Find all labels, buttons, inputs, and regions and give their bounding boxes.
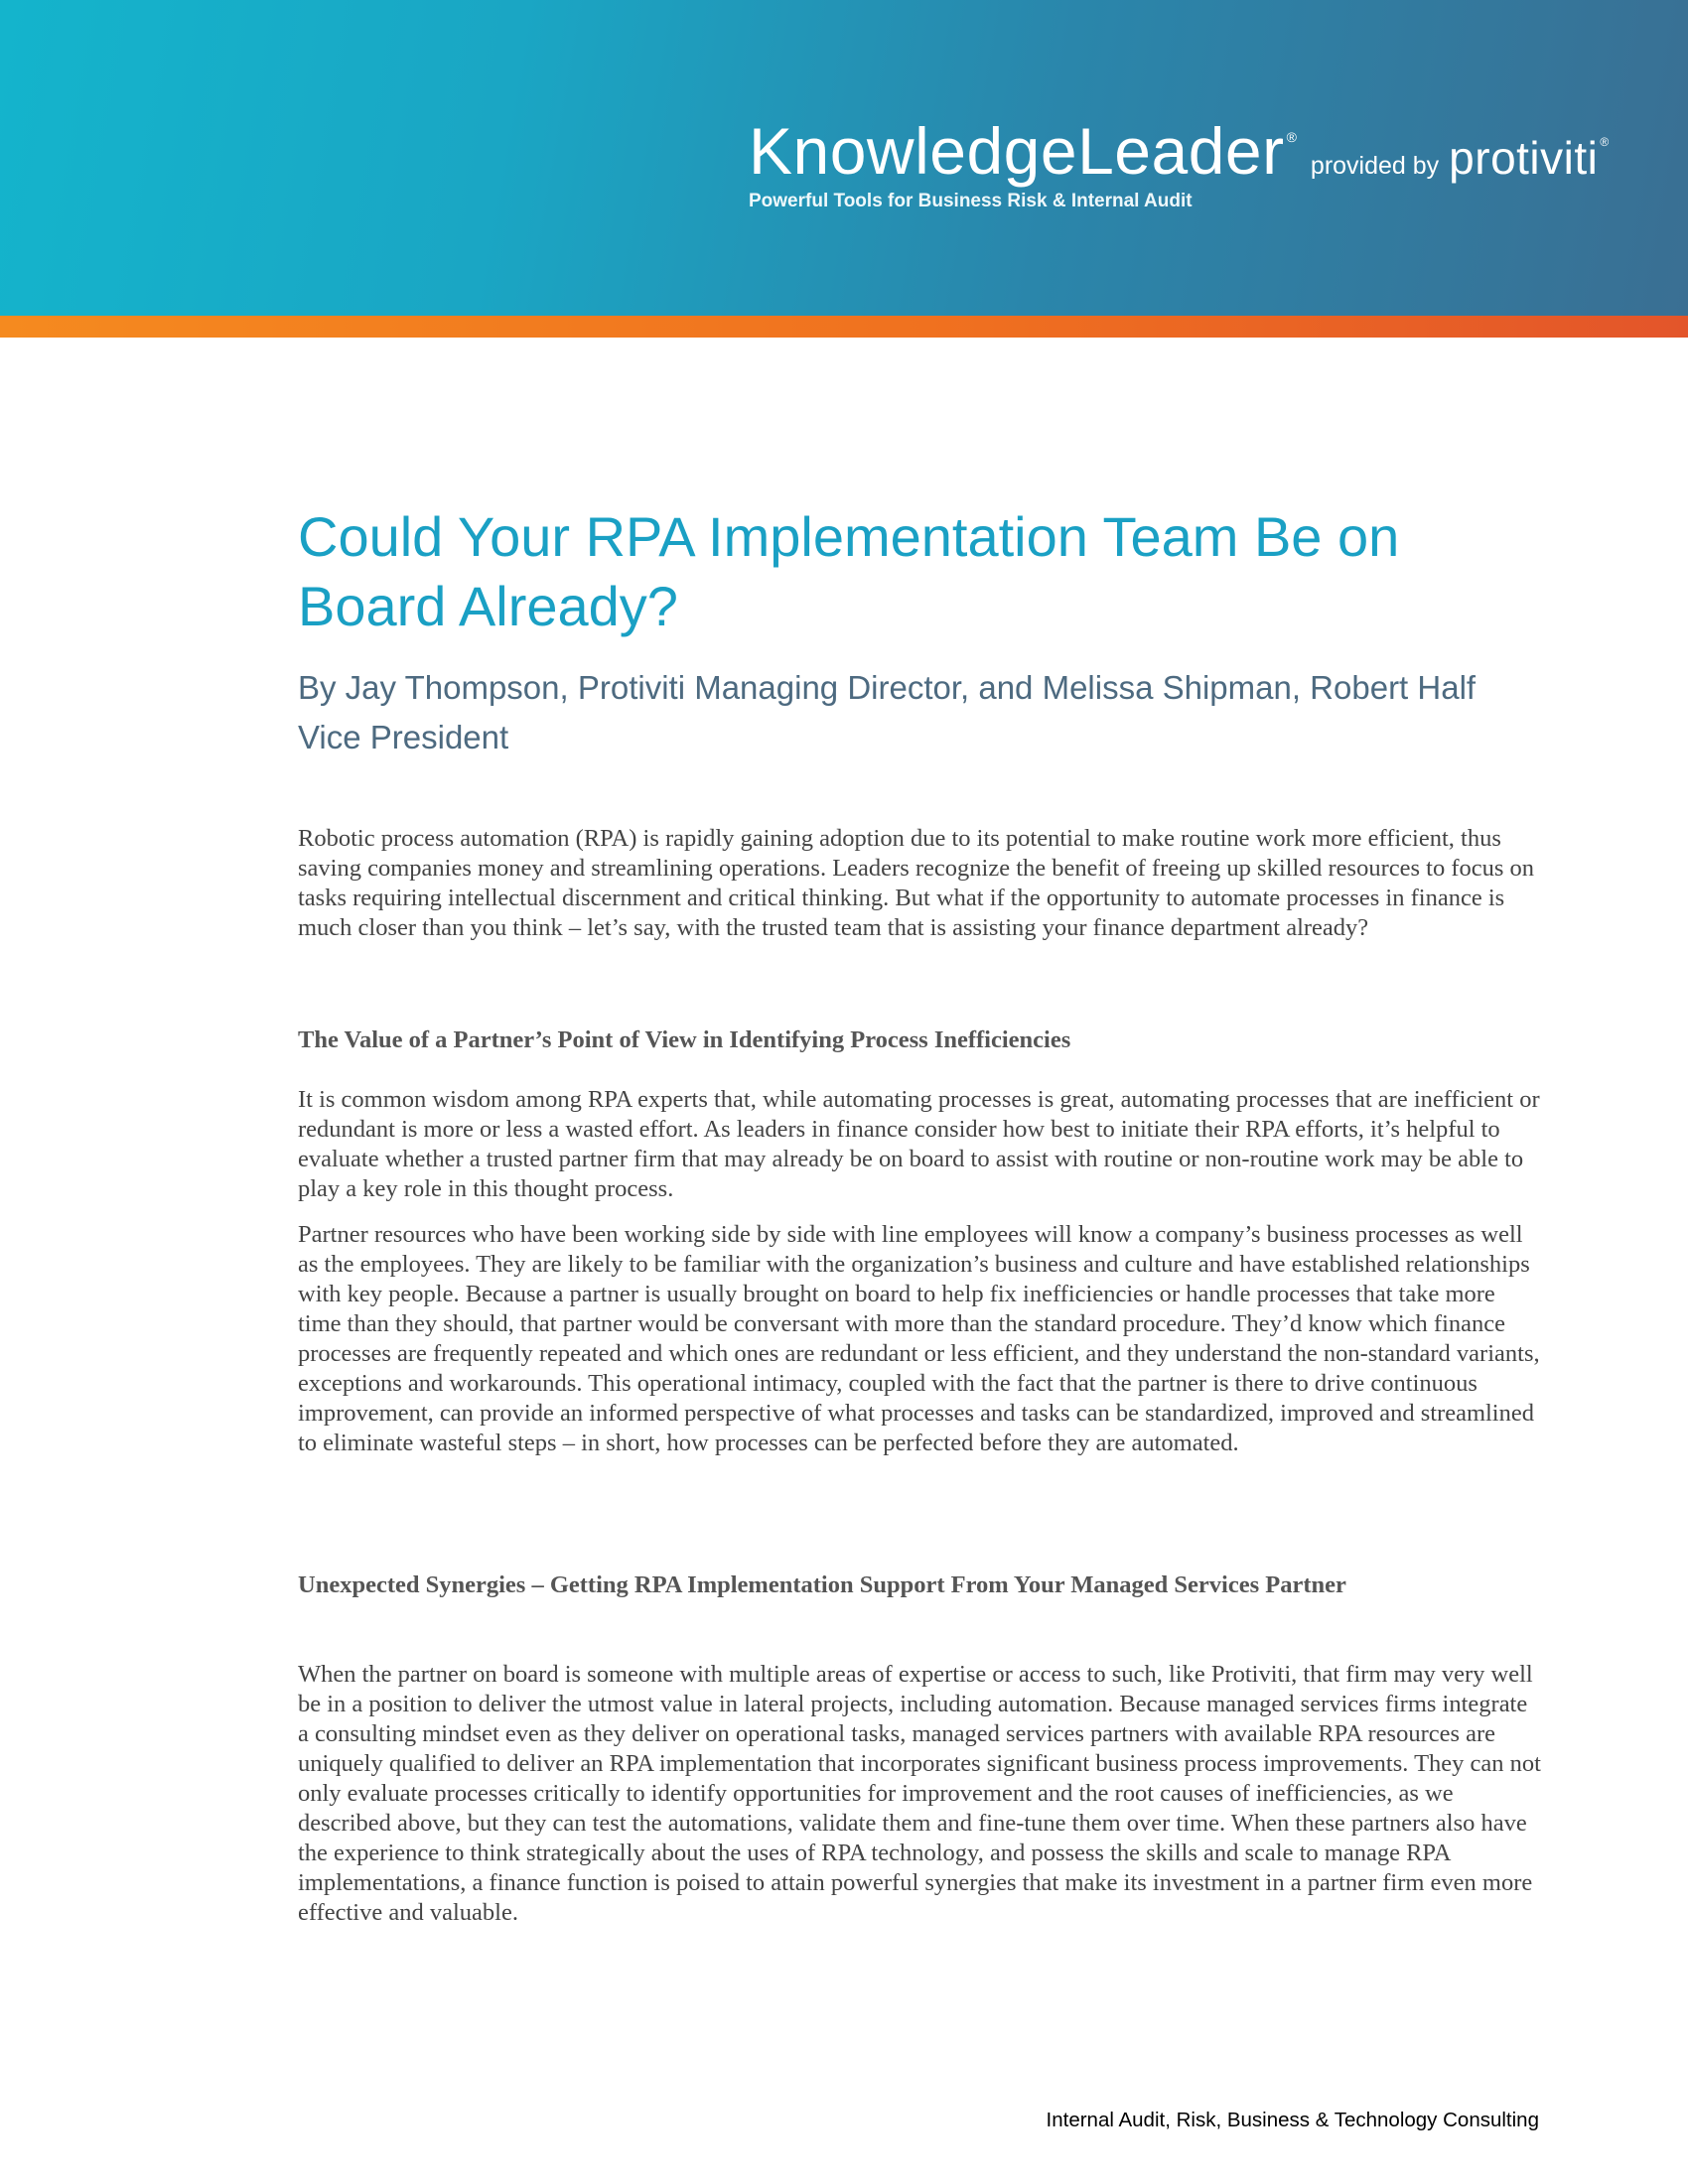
article-title: Could Your RPA Implementation Team Be on Board Already? bbox=[298, 505, 1400, 637]
brand-name: KnowledgeLeader bbox=[749, 114, 1285, 188]
header-banner bbox=[0, 0, 1688, 316]
brand-registered-mark: ® bbox=[1286, 129, 1297, 145]
company-registered-mark: ® bbox=[1600, 135, 1610, 149]
provided-by-label: provided by bbox=[1310, 152, 1440, 180]
brand-tagline: Powerful Tools for Business Risk & Internal Audit bbox=[749, 191, 1193, 211]
company-name: protiviti bbox=[1449, 132, 1599, 184]
section-paragraph: It is common wisdom among RPA experts that, while automating processes is great, automating processes that are inefficient or redundant is more or less a wasted effort. As leaders in finance consider how best to initiate their RPA efforts, it’s helpful to evaluate whether a trusted partner firm that may already be on board to assist with routine or non-routine work may be able to play a key role in this thought process. bbox=[298, 1086, 1540, 1202]
brand-logo bbox=[749, 111, 1609, 191]
intro-paragraph: Robotic process automation (RPA) is rapidly gaining adoption due to its potential to make routine work more efficient, thus saving companies money and streamlining operations. Leaders recognize the benefit of freeing up skilled resources to focus on tasks requiring intellectual discernment and critical thinking. But what if the opportunity to automate processes in finance is much closer than you think – let’s say, with the trusted team that is assisting your finance department already? bbox=[298, 825, 1535, 941]
page-footer: Internal Audit, Risk, Business & Technology Consulting bbox=[1046, 2109, 1539, 2131]
header-accent-stripe bbox=[0, 316, 1688, 338]
section-heading: Unexpected Synergies – Getting RPA Implementation Support From Your Managed Services Partner bbox=[298, 1571, 1346, 1598]
section-paragraph: Partner resources who have been working side by side with line employees will know a company’s business processes as well as the employees. They are likely to be familiar with the organization’s business and culture and have established relationships with key people. Because a partner is usually brought on board to help fix inefficiencies or handle processes that take more time than they should, that partner would be conversant with more than the standard procedure. They’d know which finance processes are frequently repeated and which ones are redundant or less efficient, and they understand the non-standard variants, exceptions and workarounds. This operational intimacy, coupled with the fact that the partner is there to drive continuous improvement, can provide an informed perspective of what processes and tasks can be standardized, improved and streamlined to eliminate wasteful steps – in short, how processes can be perfected before they are automated. bbox=[298, 1221, 1540, 1456]
article-byline: By Jay Thompson, Protiviti Managing Director, and Melissa Shipman, Robert Half Vice President bbox=[298, 669, 1477, 755]
section-heading: The Value of a Partner’s Point of View in Identifying Process Inefficiencies bbox=[298, 1026, 1071, 1053]
section-paragraph: When the partner on board is someone with multiple areas of expertise or access to such, like Protiviti, that firm may very well be in a position to deliver the utmost value in lateral projects, including automation. Because managed services firms integrate a consulting mindset even as they deliver on operational tasks, managed services partners with available RPA resources are uniquely qualified to deliver an RPA implementation that incorporates significant business process improvements. They can not only evaluate processes critically to identify opportunities for improvement and the root causes of inefficiencies, as we described above, but they can test the automations, validate them and fine-tune them over time. When these partners also have the experience to think strategically about the uses of RPA technology, and possess the skills and scale to manage RPA implementations, a finance function is poised to attain powerful synergies that make its investment in a partner firm even more effective and valuable. bbox=[298, 1661, 1541, 1926]
